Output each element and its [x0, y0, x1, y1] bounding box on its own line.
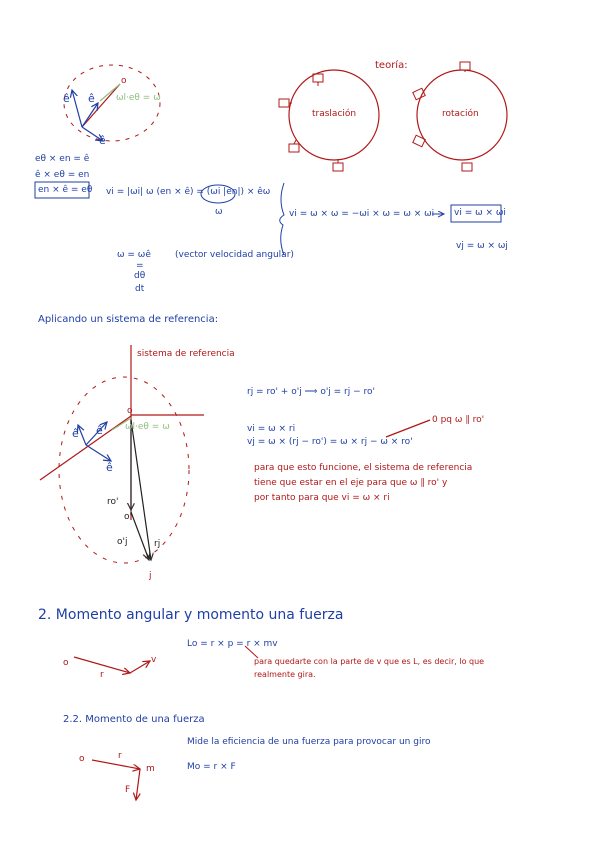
- s22-r: r: [118, 751, 122, 761]
- translation-diagram: [279, 70, 379, 171]
- torque-desc: Mide la eficiencia de una fuerza para provocar un giro: [187, 737, 431, 747]
- translation-label: traslación: [312, 109, 357, 119]
- frame-e-hat: ê: [72, 427, 79, 440]
- velocity-equation-2: vi = ω × ω = −ωi × ω = ω × ωi: [289, 209, 435, 219]
- velocity-j: vj = ω × ωj: [456, 241, 508, 251]
- angular-momentum-eq: Lo = r × p = r × mv: [187, 639, 278, 649]
- angular-momentum-note-1: para quedarte con la parte de v que es L, es decir, lo que: [254, 657, 485, 666]
- s2-v: v: [151, 655, 157, 665]
- rotation-label: rotación: [442, 109, 479, 119]
- section-2-title: 2. Momento angular y momento una fuerza: [38, 607, 344, 623]
- e-n-label: ê: [99, 134, 106, 147]
- ref-note-2: tiene que estar en el eje para que ω ∥ ro' y: [254, 478, 448, 488]
- section-ref-title: Aplicando un sistema de referencia:: [38, 314, 219, 325]
- vj-equation: vj = ω × (rj − ro') = ω × rj − ω × ro': [247, 437, 413, 447]
- r-j-label: rj: [154, 539, 161, 549]
- angular-eq: =: [136, 261, 144, 271]
- identity-line-1: eθ × en = ê: [35, 154, 90, 164]
- frame-green-label: ωl·eθ = ω: [125, 422, 170, 432]
- e-hat-label: ê: [63, 92, 70, 105]
- s2-r: r: [100, 670, 104, 680]
- position-equation: rj = ro' + o'j ⟹ o'j = rj − ro': [247, 387, 376, 397]
- ref-note-3: por tanto para que vi = ω × ri: [254, 493, 390, 503]
- torque-diagram: [92, 760, 140, 800]
- angular-momentum-note-2: realmente gira.: [254, 670, 316, 679]
- velocity-boxed: vi = ω × ωi: [454, 208, 506, 218]
- ref-note-1: para que esto funcione, el sistema de referencia: [254, 463, 473, 473]
- e-theta-label: ê: [88, 92, 95, 105]
- unit-vector-diagram: [64, 65, 160, 141]
- theory-label: teoría:: [375, 60, 408, 71]
- s22-origin: o: [79, 754, 85, 764]
- section-22-title: 2.2. Momento de una fuerza: [63, 714, 205, 725]
- frame-e-n: ê: [106, 461, 113, 474]
- reference-frame-diagram: [40, 345, 204, 563]
- angular-def: ω = ωê: [117, 250, 151, 260]
- angular-num: dθ: [134, 271, 146, 281]
- green-omega-label: ωl·eθ = ω: [116, 93, 161, 103]
- zero-note: 0 pq ω ∥ ro': [432, 415, 485, 425]
- angular-desc: (vector velocidad angular): [175, 250, 294, 260]
- brace: [280, 183, 284, 255]
- velocity-equation: vi = |ωi| ω (en × ê) = (ωi |en|) × êω: [106, 187, 271, 197]
- o-j-label: o'j: [117, 537, 128, 547]
- r-o-label: ro': [107, 497, 119, 507]
- j-label: j: [149, 571, 152, 581]
- velocity-under: ω: [215, 207, 223, 217]
- angular-momentum-diagram: [74, 646, 258, 673]
- cancel-stroke: [386, 420, 430, 437]
- identity-line-3: en × ê = eθ: [38, 185, 93, 195]
- s2-origin: o: [63, 658, 69, 668]
- o-prime-label: o': [124, 512, 132, 522]
- s22-m: m: [146, 764, 155, 774]
- s22-f: F: [125, 785, 131, 795]
- origin-label: o: [121, 76, 127, 86]
- frame-e-theta: ê: [96, 424, 103, 437]
- identity-line-2: ê × eθ = en: [35, 170, 90, 180]
- frame-origin: o: [127, 406, 133, 416]
- vi-equation: vi = ω × ri: [247, 424, 296, 434]
- angular-den: dt: [135, 284, 145, 294]
- torque-eq: Mo = r × F: [187, 762, 236, 772]
- frame-label: sistema de referencia: [137, 349, 235, 359]
